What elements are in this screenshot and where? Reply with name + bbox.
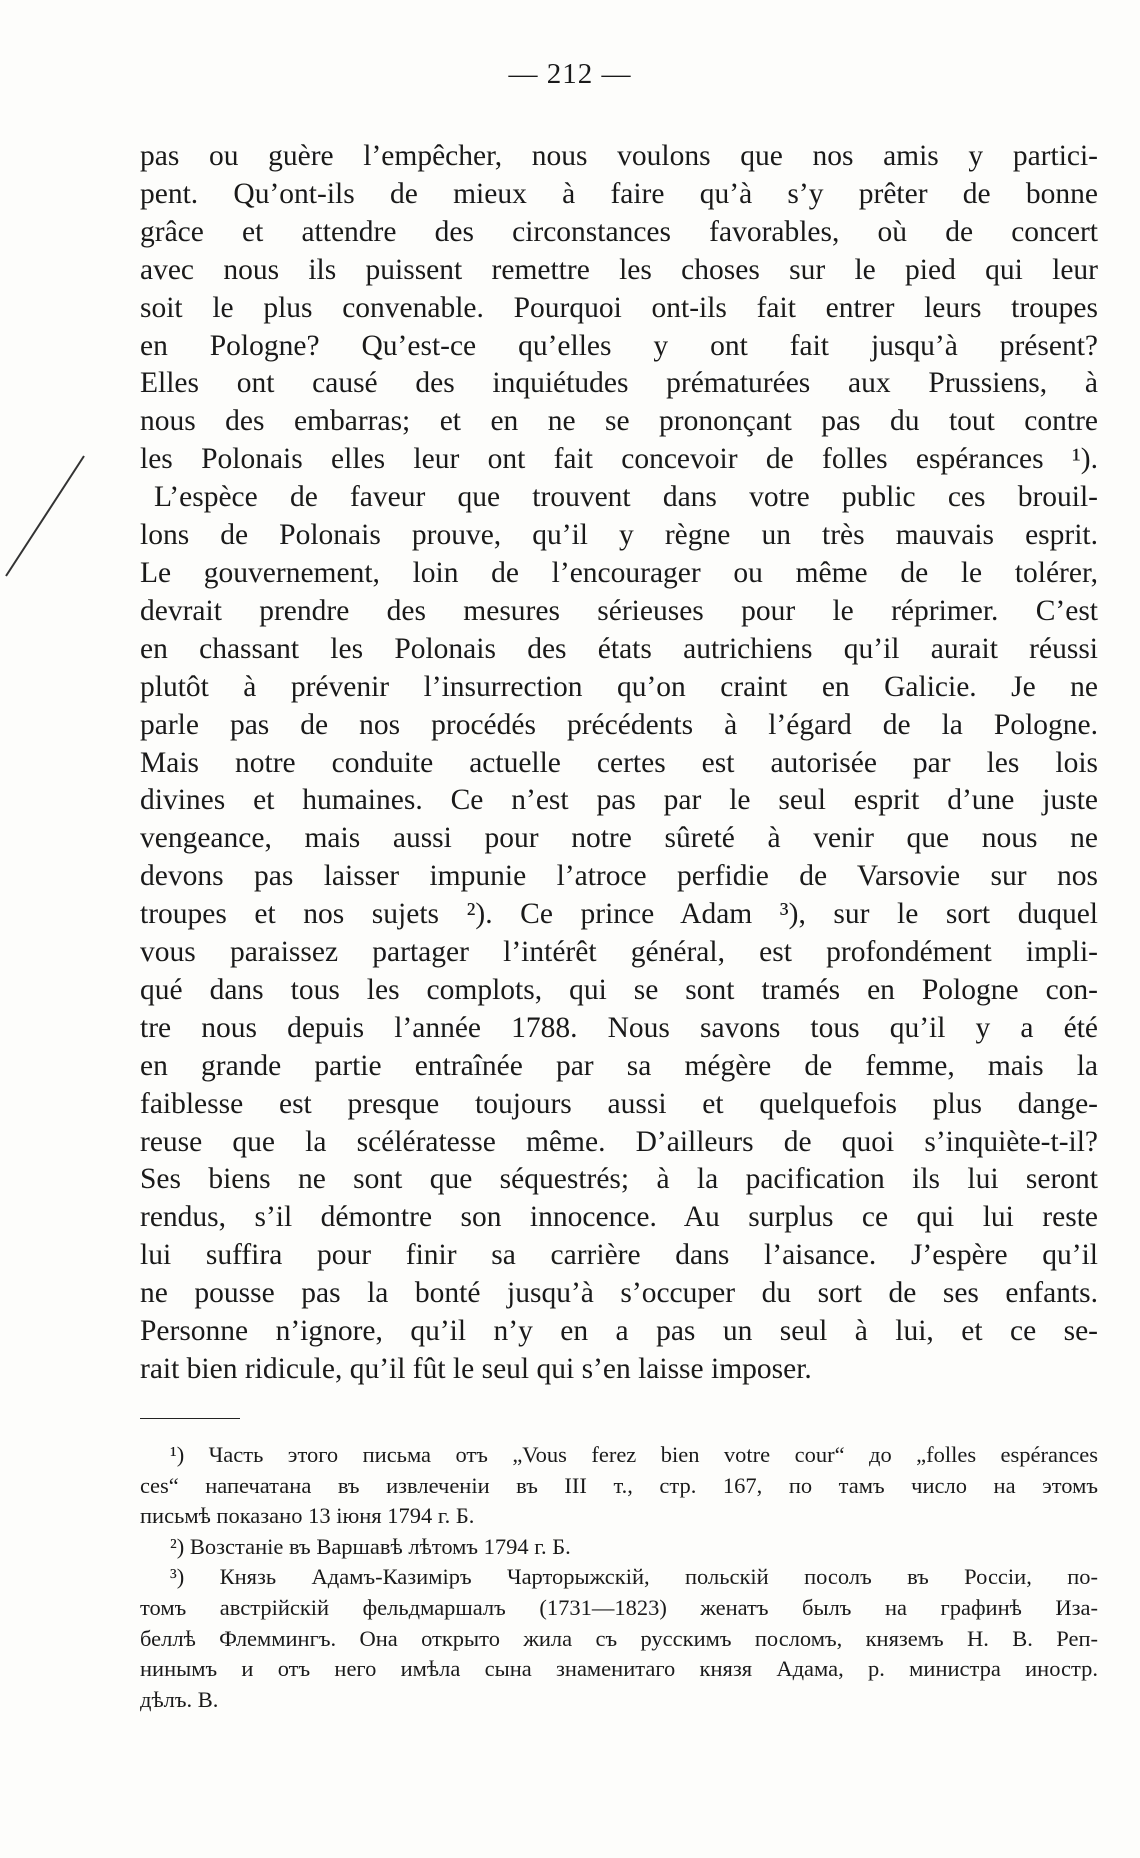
- text-line: divines et humaines. Ce n’est pas par le seul esprit d’une juste: [140, 784, 1098, 817]
- text-line: avec nous ils puissent remettre les choses sur le pied qui leur: [140, 253, 1098, 286]
- text-line: en Pologne? Qu’est-ce qu’elles y ont fait jusqu’à présent?: [140, 329, 1098, 362]
- footnote-line: томъ австрiйскiй фельдмаршалъ (1731—1823) женатъ былъ на графинѣ Иза-: [140, 1594, 1098, 1620]
- footnote-separator: [140, 1418, 240, 1419]
- text-line: Ses biens ne sont que séquestrés; à la pacification ils lui seront: [140, 1163, 1098, 1196]
- text-line: faiblesse est presque toujours aussi et quelquefois plus dange-: [140, 1087, 1098, 1120]
- text-line: les Polonais elles leur ont fait concevoir de folles espérances ¹).: [140, 443, 1098, 476]
- text-line: pas ou guère l’empêcher, nous voulons que nos amis y partici-: [140, 140, 1098, 172]
- text-line: tre nous depuis l’année 1788. Nous savons tous qu’il y a été: [140, 1011, 1098, 1044]
- text-line: Elles ont causé des inquiétudes prématurées aux Prussiens, à: [140, 367, 1098, 400]
- text-line: lons de Polonais prouve, qu’il y règne un très mauvais esprit.: [140, 519, 1098, 552]
- text-line: pent. Qu’ont-ils de mieux à faire qu’à s’y prêter de bonne: [140, 177, 1098, 210]
- text-line: lui suffira pour finir sa carrière dans l’aisance. J’espère qu’il: [140, 1239, 1098, 1272]
- text-line: Mais notre conduite actuelle certes est autorisée par les lois: [140, 746, 1098, 779]
- text-line: grâce et attendre des circonstances favorables, où de concert: [140, 215, 1098, 248]
- text-line: devrait prendre des mesures sérieuses pour le réprimer. C’est: [140, 594, 1098, 627]
- text-line: rait bien ridicule, qu’il fût le seul qui s’en laisse imposer.: [140, 1353, 812, 1385]
- text-line: devons pas laisser impunie l’atroce perfidie de Varsovie sur nos: [140, 860, 1098, 893]
- footnote-line: беллѣ Флеммингъ. Она открыто жила съ русскимъ посломъ, княземъ Н. В. Реп-: [140, 1625, 1098, 1651]
- text-line: Personne n’ignore, qu’il n’y en a pas un seul à lui, et ce se-: [140, 1315, 1098, 1348]
- footnote-line: ²) Возстанiе въ Варшавѣ лѣтомъ 1794 г. Б.: [170, 1533, 571, 1559]
- margin-pencil-stroke: [2, 452, 88, 580]
- text-line: qué dans tous les complots, qui se sont tramés en Pologne con-: [140, 973, 1098, 1006]
- page-number: — 212 —: [508, 58, 632, 90]
- text-line: soit le plus convenable. Pourquoi ont-ils fait entrer leurs troupes: [140, 291, 1098, 324]
- footnote-line: ces“ напечатана въ извлеченiи въ III т., стр. 167, по тамъ число на этомъ: [140, 1472, 1098, 1498]
- footnote-line: дѣлъ. В.: [140, 1686, 219, 1712]
- text-line: nous des embarras; et en ne se prononçant pas du tout contre: [140, 405, 1098, 438]
- text-line: troupes et nos sujets ²). Ce prince Adam ³), sur le sort duquel: [140, 898, 1098, 931]
- text-line: plutôt à prévenir l’insurrection qu’on craint en Galicie. Je ne: [140, 670, 1098, 703]
- footnotes: [140, 1440, 1098, 1715]
- text-line: parle pas de nos procédés précédents à l’égard de la Pologne.: [140, 708, 1098, 741]
- text-line: vous paraissez partager l’intérêt général, est profondément impli-: [140, 936, 1098, 969]
- text-line: rendus, s’il démontre son innocence. Au surplus ce qui lui reste: [140, 1201, 1098, 1234]
- text-line: reuse que la scélératesse même. D’ailleurs de quoi s’inquiète-t-il?: [140, 1125, 1098, 1158]
- footnote-line: письмѣ показано 13 iюня 1794 г. Б.: [140, 1503, 475, 1529]
- footnote-line: ³) Князь Адамъ-Казимiръ Чарторыжскiй, польскiй посолъ въ Россiи, по-: [170, 1564, 1098, 1590]
- footnote-line: нинымъ и отъ него имѣла сына знаменитаго князя Адама, р. министра иностр.: [140, 1656, 1098, 1682]
- text-line: L’espèce de faveur que trouvent dans votre public ces brouil-: [154, 481, 1098, 514]
- main-text: [140, 138, 1098, 1389]
- footnote-line: ¹) Часть этого письма отъ „Vous ferez bien votre cour“ до „folles espérances: [170, 1442, 1098, 1467]
- text-line: en chassant les Polonais des états autrichiens qu’il aurait réussi: [140, 632, 1098, 665]
- text-line: Le gouvernement, loin de l’encourager ou même de le tolérer,: [140, 556, 1098, 589]
- text-line: en grande partie entraînée par sa mégère de femme, mais la: [140, 1049, 1098, 1082]
- text-line: ne pousse pas la bonté jusqu’à s’occuper du sort de ses enfants.: [140, 1277, 1098, 1310]
- text-line: vengeance, mais aussi pour notre sûreté à venir que nous ne: [140, 822, 1098, 855]
